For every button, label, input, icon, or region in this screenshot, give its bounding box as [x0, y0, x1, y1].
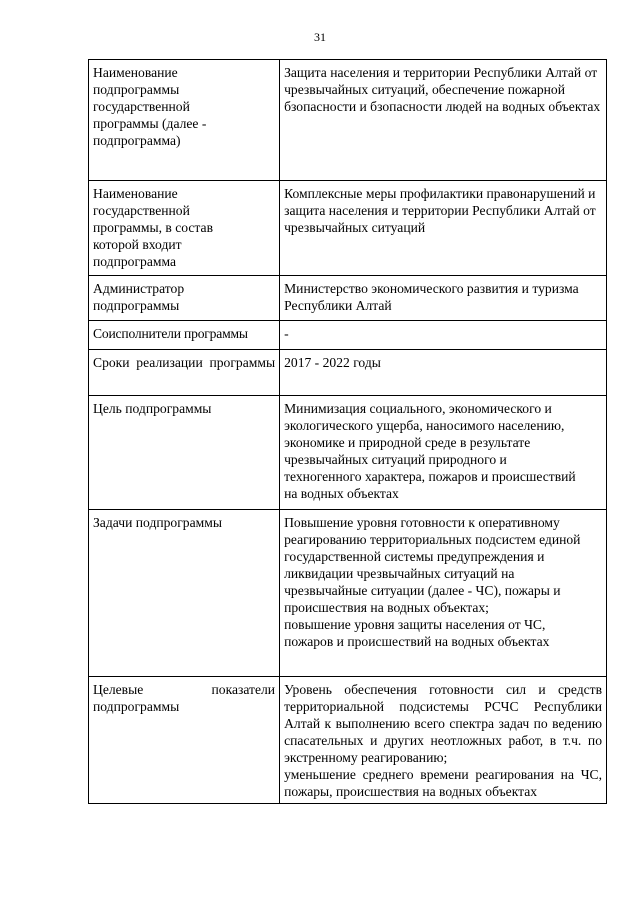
subprogram-passport-table [88, 59, 607, 804]
label-text: Задачи подпрограммы [93, 515, 222, 530]
label-text: Сроки реализации программы [93, 355, 276, 370]
label-text: Наименование государственной программы, в состав которой входит подпрограмма [93, 186, 213, 269]
row-label-timeline [89, 350, 280, 396]
value-paragraph-2: уменьшение среднего времени реагирования на ЧС, пожары, происшествия на водных объектах [284, 767, 602, 799]
value-paragraph-1: Повышение уровня готовности к оперативному реагированию территориальных подсистем единой государственной системы предупреждения и ликвидации чрезвычайных ситуаций на чрезвычайные ситуации (далее - ЧС), пожары и происшествия на водных объектах; [284, 515, 581, 615]
row-value-timeline [280, 350, 607, 396]
row-value-co-executors [280, 321, 607, 350]
table-row [89, 276, 607, 321]
table-row [89, 181, 607, 276]
table-row [89, 677, 607, 804]
table-row [89, 510, 607, 677]
row-value-administrator [280, 276, 607, 321]
value-paragraph-1: Уровень обеспечения готовности сил и средств территориальной подсистемы РСЧС Республики Алтай к выполнению всего спектра задач по ведению спасательных и других неотложных работ, в т.ч. по экстренному реагированию; [284, 682, 602, 765]
label-text: Соисполнители программы [93, 326, 248, 341]
row-value-tasks [280, 510, 607, 677]
table-row [89, 396, 607, 510]
value-text: Министерство экономического развития и туризма Республики Алтай [284, 281, 579, 313]
label-text: Цель подпрограммы [93, 401, 212, 416]
table-row [89, 350, 607, 396]
label-text: Целевые показатели подпрограммы [93, 682, 276, 714]
row-label-tasks [89, 510, 280, 677]
label-text: Администратор подпрограммы [93, 281, 185, 313]
value-text: Минимизация социального, экономического и экологического ущерба, наносимого населению, экономике и природной среде в результате чрезвычайных ситуаций природного и техногенного характера, пожаров и происшествий на водных объектах [284, 401, 576, 501]
table-row [89, 60, 607, 181]
row-value-indicators [280, 677, 607, 804]
value-paragraph-2: повышение уровня защиты населения от ЧС, пожаров и происшествий на водных объектах [284, 617, 550, 649]
row-label-program-name [89, 181, 280, 276]
row-label-subprogram-name [89, 60, 280, 181]
row-value-program-name [280, 181, 607, 276]
row-label-indicators [89, 677, 280, 804]
table-row [89, 321, 607, 350]
label-text: Наименование подпрограммы государственной программы (далее - подпрограмма) [93, 65, 207, 148]
row-value-goal [280, 396, 607, 510]
value-text: 2017 - 2022 годы [284, 355, 381, 370]
value-text: Защита населения и территории Республики Алтай от чрезвычайных ситуаций, обеспечение пожарной бзопасности и бзопасности людей на водных объектах [284, 65, 601, 114]
row-value-subprogram-name [280, 60, 607, 181]
row-label-administrator [89, 276, 280, 321]
row-label-co-executors [89, 321, 280, 350]
value-text: - [284, 326, 289, 341]
page-number: 31 [314, 30, 326, 44]
value-text: Комплексные меры профилактики правонарушений и защита населения и территории Республики Алтай от чрезвычайных ситуаций [284, 186, 596, 235]
row-label-goal [89, 396, 280, 510]
